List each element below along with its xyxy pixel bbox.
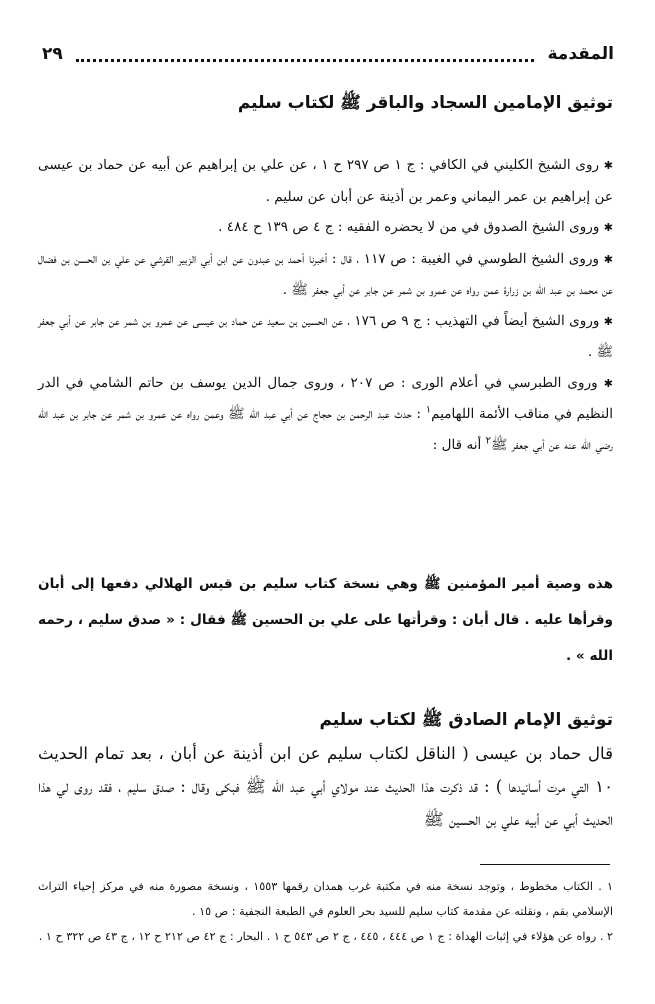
bullet-star-icon: ✱ [603,314,614,328]
running-header [42,44,614,68]
quote-text: هذه وصية أمير المؤمنين ﷺ وهي نسخة كتاب سليم بن قيس الهلالي دفعها إلى أبان وقرأها عليه . قال أبان : وقرأتها على علي بن الحسين ﷺ فقال : « صدق سليم ، رحمه الله » . [38,576,613,664]
narration-tusi-ghayba: ✱ وروى الشيخ الطوسي في الغيبة : ص ١١٧ ، قال : أخبرنا أحمد بن عبدون عن ابن أبي الزبير القرشي عن علي بن الحسن بن فضال عن محمد بن عبد الله بن زرارة عمن رواه عن عمرو بن شمر عن جابر عن أبي جعفر ﷺ . [38,250,613,298]
section-heading-sadiq: توثيق الإمام الصادق ﷺ لكتاب سليم [319,710,613,730]
bullet-star-icon: ✱ [603,252,613,266]
page-number: ٢٩ [42,44,63,64]
footnote-1: ١ . الكتاب مخطوط ، وتوجد نسخة منه في مكتبة غرب همدان رقمها ١٥٥٣ ، ونسخة مصورة منه في مركز إحياء التراث الإسلامي بقم ، ونقلته عن مقدمة كتاب سليم للسيد بحر العلوم في الطبعة النجفية : ص ١٥ . [38,880,613,918]
bullet-star-icon: ✱ [603,376,613,390]
footnote-ref-2[interactable]: ٢ [485,434,491,446]
footnotes [38,874,613,949]
hammad-narration [38,737,613,836]
narration-list [38,150,613,460]
section-heading-sajjad-baqir: توثيق الإمامين السجاد والباقر ﷺ لكتاب سليم [237,93,613,113]
narration-saduq: ✱ وروى الشيخ الصدوق في من لا يحضره الفقيه : ج ٤ ص ١٣٩ ح ٤٨٤ . [218,219,613,235]
bullet-star-icon: ✱ [603,159,613,172]
footnote-separator [480,864,610,865]
hammad-text: قال حماد بن عيسى ( الناقل لكتاب سليم عن ابن أذينة عن أبان ، بعد تمام الحديث ١٠ التي مرت أسانيدها ) : قد ذكرت هذا الحديث عند مولاي أبي عبد الله ﷺ فبكى وقال : صدق سليم ، فقد روى لي هذا الحديث أبي عن أبيه علي بن الحسين ﷺ [38,744,613,829]
narration-tusi-tahdhib: ✱ وروى الشيخ أيضاً في التهذيب : ج ٩ ص ١٧٦ ، عن الحسين بن سعيد عن حماد بن عيسى عن عمرو بن شمر عن جابر عن أبي جعفر ﷺ . [38,312,614,360]
narration-kulayni: ✱ روى الشيخ الكليني في الكافي : ج ١ ص ٢٩٧ ح ١ ، عن علي بن إبراهيم عن أبيه عن حماد بن عيسى عن إبراهيم بن عمر اليماني وعمر بن أذينة عن أبان عن سليم . [38,157,613,205]
bullet-star-icon: ✱ [603,221,613,234]
quoted-testament [38,566,613,674]
header-title: المقدمة [547,44,614,64]
footnote-ref-1[interactable]: ١ [425,404,432,416]
narration-tabrisi: ✱ وروى الطبرسي في أعلام الورى : ص ٢٠٧ ، وروى جمال الدين يوسف بن حاتم الشامي في الدر النظيم في مناقب الأئمة اللهاميم$^١$ : حدث عبد الرحمن بن حجاج عن أبي عبد الله ﷺ وعمن رواه عن عمرو بن شمر عن جابر بن عبد الله رضي الله عنه عن أبي جعفر ﷺ$^٢$ أنه قال : [38,374,614,453]
header-dotted-leader [76,59,534,62]
footnote-2: ٢ . رواه عن هؤلاء في إثبات الهداة : ج ١ ص ٤٤٤ ، ٤٤٥ ، ج ٢ ص ٥٤٣ ح ١ . البحار : ج ٤٢ ص ٢١٢ ح ١٢ ، ج ٤٣ ص ٣٢٢ ح ١ . [38,930,613,943]
